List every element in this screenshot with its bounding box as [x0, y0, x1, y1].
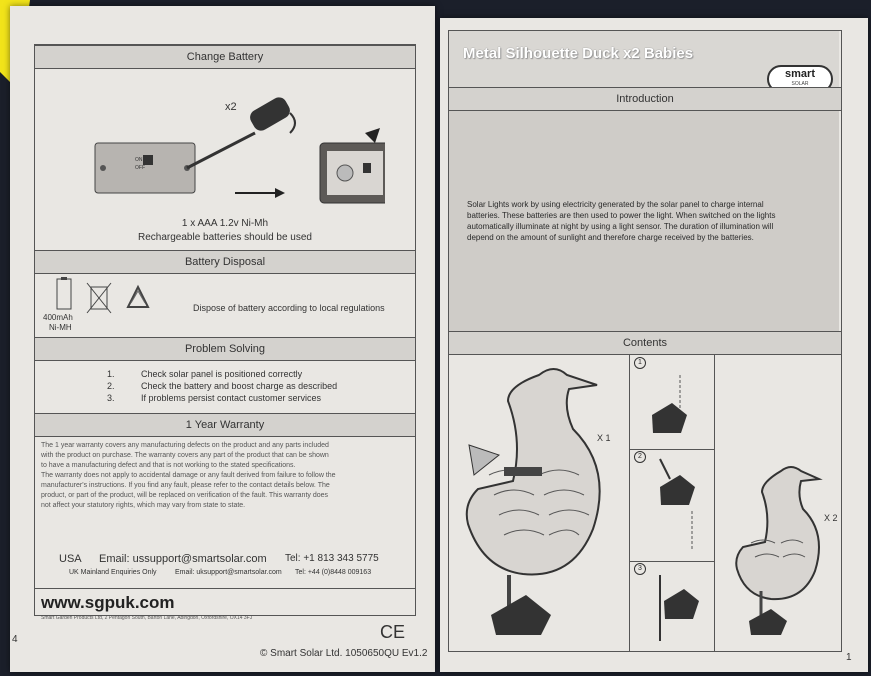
crossed-bin-icon	[87, 283, 111, 313]
warranty-line: not affect your statutory rights, which may vary from state to state.	[41, 502, 246, 509]
battery-spec: 1 x AAA 1.2v Ni-Mh	[181, 218, 269, 229]
logo-main-text: smart	[785, 68, 815, 80]
change-battery-illustration	[65, 73, 385, 213]
switch-off-label: OFF	[135, 165, 145, 171]
disposal-text: Dispose of battery according to local regulations	[193, 303, 385, 313]
problem-step-3-num: 3.	[107, 393, 115, 403]
problem-step-2-num: 2.	[107, 381, 115, 391]
divider	[35, 588, 415, 589]
product-title: Metal Silhouette Duck x2 Babies	[463, 45, 694, 62]
step-number: 2	[634, 451, 646, 463]
left-page	[10, 6, 435, 672]
ce-mark: CE	[380, 622, 406, 642]
stake-insertion-icon	[630, 355, 714, 449]
introduction-heading: Introduction	[449, 87, 841, 111]
battery-capacity: 400mAh	[43, 313, 73, 322]
problem-step-1-num: 1.	[107, 369, 115, 379]
assembly-step-3	[630, 561, 714, 651]
change-battery-heading: Change Battery	[35, 45, 415, 69]
logo-sub-text: SOLAR	[791, 81, 809, 87]
right-page-number: 1	[846, 652, 852, 663]
uk-phone: Tel: +44 (0)8448 009163	[295, 569, 372, 576]
warranty-heading: 1 Year Warranty	[35, 413, 415, 437]
assembly-steps	[629, 355, 715, 651]
right-page-frame	[448, 30, 842, 652]
battery-disposal-heading: Battery Disposal	[35, 250, 415, 274]
battery-note: Rechargeable batteries should be used	[137, 232, 312, 243]
intro-line: depend on the amount of sunlight and therefore charge received by the batteries.	[467, 233, 754, 242]
problem-step-3-text: If problems persist contact customer services	[141, 393, 322, 403]
battery-chemistry: Ni-MH	[49, 323, 72, 332]
uk-label: UK Mainland Enquiries Only	[69, 569, 157, 576]
foot-attach-icon	[630, 449, 714, 561]
warranty-text	[41, 441, 409, 511]
usa-email: Email: ussupport@smartsolar.com	[99, 553, 267, 565]
problem-step-2-text: Check the battery and boost charge as described	[141, 381, 338, 391]
introduction-text	[467, 199, 827, 243]
small-duck-count: X 2	[824, 513, 838, 523]
big-duck-count: X 1	[597, 433, 611, 443]
warranty-line: The 1 year warranty covers any manufacturing defects on the product and any parts included	[41, 442, 329, 449]
screw-count: x2	[225, 101, 237, 113]
step-number: 1	[634, 357, 646, 369]
warranty-line: manufacturer's instructions. If you find any fault, please refer to the contact details below. The	[41, 482, 330, 489]
uk-email: Email: uksupport@smartsolar.com	[175, 569, 282, 576]
solar-unit-closed	[95, 143, 195, 193]
address: Smart Garden Products Ltd, 2 Pentagon South, Barton Lane, Abingdon, Oxfordshire, OX14 3FJ	[41, 615, 253, 621]
left-page-number: 4	[12, 634, 18, 645]
warranty-line: product, or part of the product, will be replaced on verification of the fault. This warranty does	[41, 492, 329, 499]
battery-icon	[57, 279, 71, 309]
website: www.sgpuk.com	[41, 593, 175, 612]
warranty-line: to have a manufacturing defect and that is not working to the stated specifications.	[41, 462, 296, 469]
warranty-line: with the product on purchase. The warranty covers any part of the product that can be shown	[41, 452, 329, 459]
copyright: © Smart Solar Ltd. 1050650QU Ev1.2	[260, 648, 428, 659]
warranty-line: The warranty does not apply to accidental damage or any fault derived from failure to follow the	[41, 472, 336, 479]
switch-on-label: ON	[135, 157, 143, 163]
intro-line: batteries. These batteries are then used to power the light. When switched on the lights	[467, 211, 776, 220]
step-number: 3	[634, 563, 646, 575]
problem-step-1-text: Check solar panel is positioned correctly	[141, 369, 303, 379]
big-duck-illustration	[449, 355, 624, 649]
small-duck-illustration	[721, 461, 839, 651]
problem-solving-heading: Problem Solving	[35, 337, 415, 361]
contents-heading: Contents	[449, 331, 841, 355]
assembly-step-1	[630, 355, 714, 450]
intro-line: automatically illuminate at night by using a light sensor. The duration of illumination will	[467, 222, 774, 231]
left-page-frame	[34, 44, 416, 621]
usa-phone: Tel: +1 813 343 5775	[285, 553, 379, 564]
usa-label: USA	[59, 553, 82, 565]
assembly-step-2	[630, 449, 714, 562]
ground-stake-icon	[630, 561, 714, 651]
intro-line: Solar Lights work by using electricity generated by the solar panel to charge internal	[467, 200, 764, 209]
recycle-icon	[128, 287, 148, 307]
